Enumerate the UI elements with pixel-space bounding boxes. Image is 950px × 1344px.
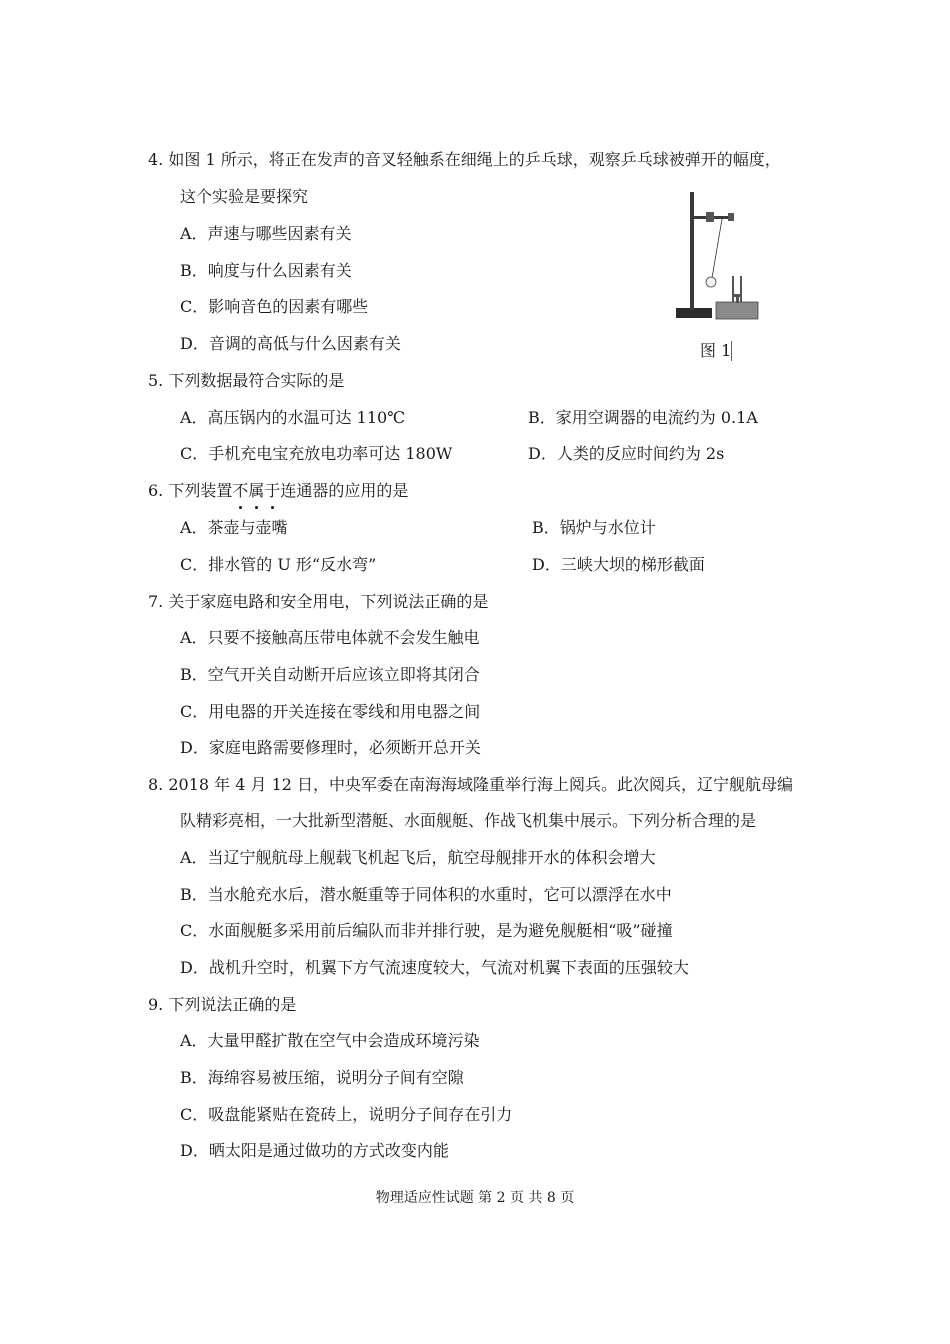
- figure-1-caption: 图 1: [700, 341, 732, 360]
- q5-option-b: B．家用空调器的电流约为 0.1A: [528, 408, 758, 427]
- q7-option-a: A．只要不接触高压带电体就不会发生触电: [180, 628, 480, 647]
- q9-option-b: B．海绵容易被压缩，说明分子间有空隙: [180, 1068, 464, 1087]
- ping-pong-ball: [706, 277, 716, 287]
- q4-stem-line2: 这个实验是要探究: [180, 187, 309, 206]
- q5-option-c: C．手机充电宝充放电功率可达 180W: [180, 444, 453, 463]
- q8-stem-line1: 8. 2018 年 4 月 12 日，中央军委在南海海域隆重举行海上阅兵。此次阅兵，辽宁舰航母编: [148, 775, 794, 794]
- q5-stem: 5. 下列数据最符合实际的是: [148, 371, 345, 390]
- tuning-fork-stem: [736, 296, 739, 303]
- string: [712, 219, 722, 278]
- q7-option-d: D．家庭电路需要修理时，必须断开总开关: [180, 738, 481, 757]
- tuning-fork-prong-right: [740, 276, 742, 302]
- stand-rod: [690, 192, 694, 310]
- resonator-box: [716, 302, 758, 319]
- q4-option-c: C．影响音色的因素有哪些: [180, 297, 369, 316]
- q9-option-a: A．大量甲醛扩散在空气中会造成环境污染: [180, 1031, 480, 1050]
- q8-option-d: D．战机升空时，机翼下方气流速度较大，气流对机翼下表面的压强较大: [180, 958, 689, 977]
- q6-option-c: C．排水管的 U 形“反水弯”: [180, 555, 377, 574]
- q4-option-d: D．音调的高低与什么因素有关: [180, 334, 401, 353]
- q6-option-d: D．三峡大坝的梯形截面: [532, 555, 705, 574]
- figure-1-tuning-fork-apparatus: [672, 190, 762, 325]
- q8-stem-line2: 队精彩亮相，一大批新型潜艇、水面舰艇、作战飞机集中展示。下列分析合理的是: [180, 811, 757, 830]
- page-footer: 物理适应性试题 第 2 页 共 8 页: [375, 1190, 575, 1206]
- text-cursor: [731, 341, 732, 361]
- q7-stem: 7. 关于家庭电路和安全用电，下列说法正确的是: [148, 592, 489, 611]
- q6-stem-prefix: 6. 下列装置: [148, 481, 233, 500]
- q6-emphasis-char-1: 不: [232, 481, 248, 500]
- q8-option-a: A．当辽宁舰航母上舰载飞机起飞后，航空母舰排开水的体积会增大: [180, 848, 656, 867]
- q9-option-d: D．晒太阳是通过做功的方式改变内能: [180, 1141, 449, 1160]
- q5-option-a: A．高压锅内的水温可达 110℃: [180, 408, 406, 427]
- q7-option-b: B．空气开关自动断开后应该立即将其闭合: [180, 665, 480, 684]
- q6-stem-suffix: 连通器的应用的是: [280, 481, 409, 500]
- q9-stem: 9. 下列说法正确的是: [148, 995, 297, 1014]
- q7-option-c: C．用电器的开关连接在零线和用电器之间: [180, 702, 481, 721]
- q4-stem-line1: 4. 如图 1 所示，将正在发声的音叉轻触系在细绳上的乒乓球，观察乒乓球被弹开的幅度，: [148, 150, 781, 169]
- q4-option-a: A．声速与哪些因素有关: [180, 224, 352, 243]
- q6-stem: [148, 481, 408, 501]
- q4-option-b: B．响度与什么因素有关: [180, 261, 352, 280]
- tuning-fork-prong-left: [732, 276, 734, 302]
- q6-emphasis-char-3: 于: [264, 481, 280, 500]
- clamp-tip: [728, 213, 734, 221]
- q9-option-c: C．吸盘能紧贴在瓷砖上，说明分子间存在引力: [180, 1105, 513, 1124]
- q6-option-b: B．锅炉与水位计: [532, 518, 656, 537]
- q6-option-a: A．茶壶与壶嘴: [180, 518, 288, 537]
- clamp-head: [706, 212, 714, 222]
- q5-option-d: D．人类的反应时间约为 2s: [528, 444, 725, 463]
- q6-emphasis-char-2: 属: [248, 481, 264, 500]
- q8-option-c: C．水面舰艇多采用前后编队而非并排行驶，是为避免舰艇相“吸”碰撞: [180, 921, 673, 940]
- q8-option-b: B．当水舱充水后，潜水艇重等于同体积的水重时，它可以漂浮在水中: [180, 885, 672, 904]
